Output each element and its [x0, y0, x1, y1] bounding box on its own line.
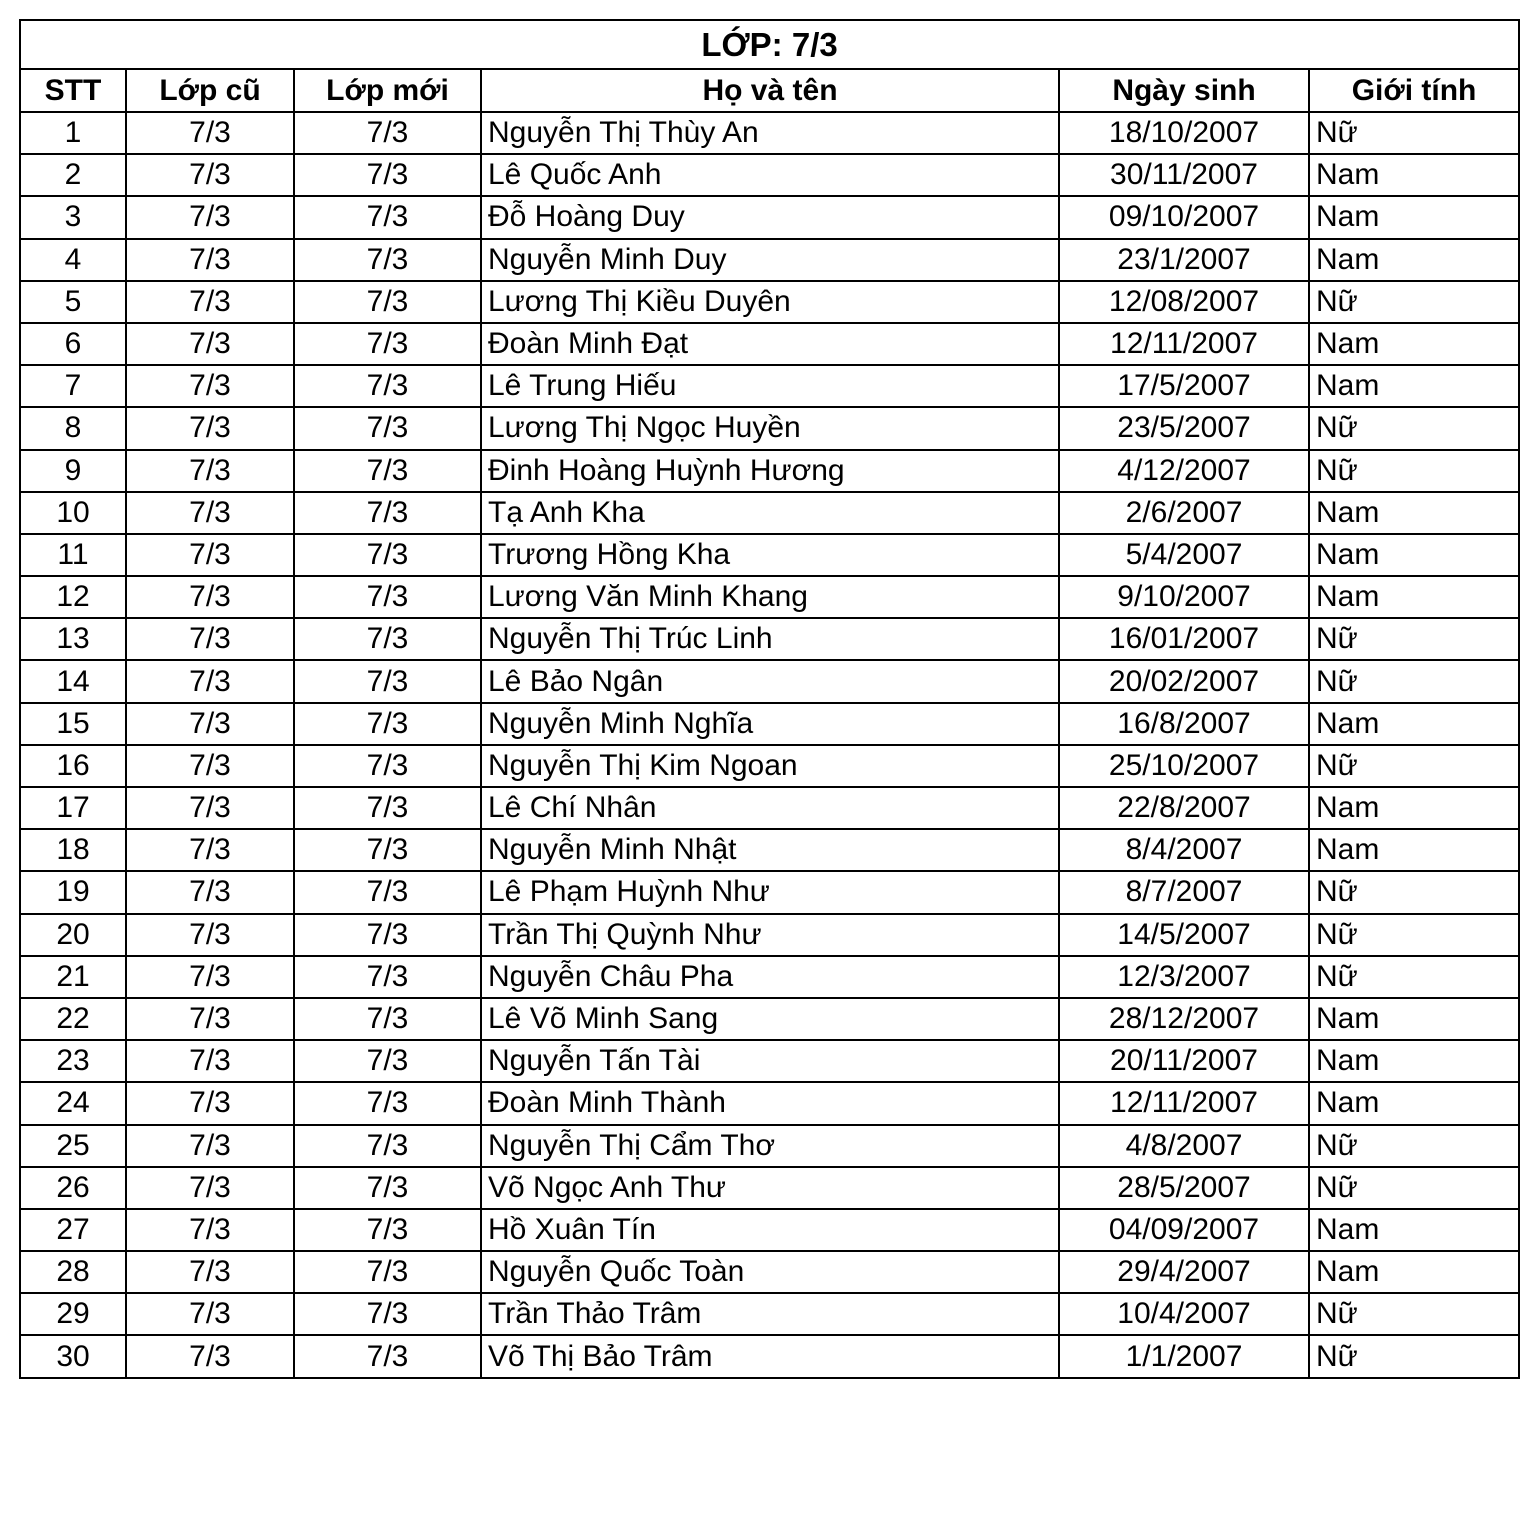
- cell-old-class: 7/3: [126, 534, 294, 576]
- cell-birth-date: 09/10/2007: [1059, 196, 1309, 238]
- cell-stt: 14: [20, 660, 126, 702]
- cell-birth-date: 16/8/2007: [1059, 703, 1309, 745]
- cell-new-class: 7/3: [294, 196, 481, 238]
- table-row: [20, 956, 1519, 998]
- cell-birth-date: 4/8/2007: [1059, 1125, 1309, 1167]
- cell-old-class: 7/3: [126, 1335, 294, 1377]
- cell-new-class: 7/3: [294, 1209, 481, 1251]
- cell-birth-date: 12/11/2007: [1059, 1082, 1309, 1124]
- header-row: [20, 69, 1519, 112]
- cell-new-class: 7/3: [294, 239, 481, 281]
- cell-old-class: 7/3: [126, 618, 294, 660]
- cell-old-class: 7/3: [126, 239, 294, 281]
- cell-new-class: 7/3: [294, 871, 481, 913]
- class-title: LỚP: 7/3: [20, 20, 1519, 69]
- table-row: [20, 239, 1519, 281]
- cell-new-class: 7/3: [294, 660, 481, 702]
- cell-stt: 5: [20, 281, 126, 323]
- cell-new-class: 7/3: [294, 323, 481, 365]
- cell-birth-date: 25/10/2007: [1059, 745, 1309, 787]
- table-row: [20, 323, 1519, 365]
- cell-gender: Nam: [1309, 1082, 1519, 1124]
- header-stt: STT: [20, 69, 126, 112]
- cell-new-class: 7/3: [294, 618, 481, 660]
- cell-new-class: 7/3: [294, 1167, 481, 1209]
- cell-gender: Nam: [1309, 703, 1519, 745]
- table-row: [20, 154, 1519, 196]
- table-row: [20, 407, 1519, 449]
- cell-new-class: 7/3: [294, 1125, 481, 1167]
- cell-gender: Nữ: [1309, 914, 1519, 956]
- cell-new-class: 7/3: [294, 1251, 481, 1293]
- cell-stt: 9: [20, 450, 126, 492]
- cell-gender: Nam: [1309, 787, 1519, 829]
- cell-gender: Nam: [1309, 998, 1519, 1040]
- cell-gender: Nam: [1309, 365, 1519, 407]
- cell-birth-date: 4/12/2007: [1059, 450, 1309, 492]
- cell-stt: 15: [20, 703, 126, 745]
- cell-full-name: Trần Thị Quỳnh Như: [481, 914, 1059, 956]
- cell-gender: Nữ: [1309, 1125, 1519, 1167]
- title-row: [20, 20, 1519, 69]
- table-row: [20, 534, 1519, 576]
- cell-old-class: 7/3: [126, 703, 294, 745]
- cell-old-class: 7/3: [126, 745, 294, 787]
- cell-full-name: Lương Văn Minh Khang: [481, 576, 1059, 618]
- table-row: [20, 492, 1519, 534]
- cell-full-name: Đỗ Hoàng Duy: [481, 196, 1059, 238]
- cell-birth-date: 12/08/2007: [1059, 281, 1309, 323]
- table-row: [20, 1167, 1519, 1209]
- cell-full-name: Lương Thị Ngọc Huyền: [481, 407, 1059, 449]
- cell-full-name: Hồ Xuân Tín: [481, 1209, 1059, 1251]
- cell-birth-date: 28/12/2007: [1059, 998, 1309, 1040]
- cell-stt: 12: [20, 576, 126, 618]
- cell-birth-date: 8/4/2007: [1059, 829, 1309, 871]
- cell-gender: Nam: [1309, 576, 1519, 618]
- cell-full-name: Nguyễn Thị Cẩm Thơ: [481, 1125, 1059, 1167]
- cell-stt: 18: [20, 829, 126, 871]
- cell-old-class: 7/3: [126, 450, 294, 492]
- cell-gender: Nam: [1309, 1209, 1519, 1251]
- table-row: [20, 1293, 1519, 1335]
- cell-new-class: 7/3: [294, 745, 481, 787]
- cell-new-class: 7/3: [294, 407, 481, 449]
- cell-birth-date: 8/7/2007: [1059, 871, 1309, 913]
- cell-stt: 16: [20, 745, 126, 787]
- cell-birth-date: 28/5/2007: [1059, 1167, 1309, 1209]
- cell-gender: Nam: [1309, 239, 1519, 281]
- cell-old-class: 7/3: [126, 323, 294, 365]
- table-row: [20, 745, 1519, 787]
- cell-gender: Nữ: [1309, 281, 1519, 323]
- cell-full-name: Lê Phạm Huỳnh Như: [481, 871, 1059, 913]
- cell-full-name: Lương Thị Kiều Duyên: [481, 281, 1059, 323]
- cell-birth-date: 10/4/2007: [1059, 1293, 1309, 1335]
- cell-new-class: 7/3: [294, 1293, 481, 1335]
- cell-full-name: Nguyễn Minh Nhật: [481, 829, 1059, 871]
- cell-birth-date: 23/1/2007: [1059, 239, 1309, 281]
- table-row: [20, 112, 1519, 154]
- cell-stt: 17: [20, 787, 126, 829]
- cell-full-name: Tạ Anh Kha: [481, 492, 1059, 534]
- cell-stt: 29: [20, 1293, 126, 1335]
- cell-birth-date: 9/10/2007: [1059, 576, 1309, 618]
- cell-gender: Nam: [1309, 534, 1519, 576]
- table-row: [20, 703, 1519, 745]
- cell-new-class: 7/3: [294, 534, 481, 576]
- cell-full-name: Nguyễn Minh Nghĩa: [481, 703, 1059, 745]
- cell-gender: Nam: [1309, 829, 1519, 871]
- cell-stt: 3: [20, 196, 126, 238]
- cell-birth-date: 04/09/2007: [1059, 1209, 1309, 1251]
- table-row: [20, 1125, 1519, 1167]
- cell-stt: 25: [20, 1125, 126, 1167]
- cell-new-class: 7/3: [294, 281, 481, 323]
- cell-birth-date: 14/5/2007: [1059, 914, 1309, 956]
- cell-new-class: 7/3: [294, 829, 481, 871]
- table-row: [20, 829, 1519, 871]
- cell-stt: 19: [20, 871, 126, 913]
- cell-new-class: 7/3: [294, 703, 481, 745]
- cell-stt: 30: [20, 1335, 126, 1377]
- cell-birth-date: 18/10/2007: [1059, 112, 1309, 154]
- cell-old-class: 7/3: [126, 1209, 294, 1251]
- table-row: [20, 281, 1519, 323]
- cell-full-name: Đoàn Minh Thành: [481, 1082, 1059, 1124]
- cell-birth-date: 17/5/2007: [1059, 365, 1309, 407]
- header-gender: Giới tính: [1309, 69, 1519, 112]
- cell-birth-date: 1/1/2007: [1059, 1335, 1309, 1377]
- cell-old-class: 7/3: [126, 1040, 294, 1082]
- cell-old-class: 7/3: [126, 1167, 294, 1209]
- cell-old-class: 7/3: [126, 829, 294, 871]
- cell-new-class: 7/3: [294, 1335, 481, 1377]
- cell-old-class: 7/3: [126, 281, 294, 323]
- cell-birth-date: 5/4/2007: [1059, 534, 1309, 576]
- cell-new-class: 7/3: [294, 576, 481, 618]
- table-row: [20, 576, 1519, 618]
- cell-new-class: 7/3: [294, 112, 481, 154]
- cell-new-class: 7/3: [294, 956, 481, 998]
- cell-new-class: 7/3: [294, 154, 481, 196]
- cell-full-name: Trần Thảo Trâm: [481, 1293, 1059, 1335]
- cell-stt: 22: [20, 998, 126, 1040]
- cell-birth-date: 30/11/2007: [1059, 154, 1309, 196]
- cell-old-class: 7/3: [126, 998, 294, 1040]
- cell-gender: Nữ: [1309, 660, 1519, 702]
- table-row: [20, 618, 1519, 660]
- cell-birth-date: 2/6/2007: [1059, 492, 1309, 534]
- cell-birth-date: 16/01/2007: [1059, 618, 1309, 660]
- table-row: [20, 787, 1519, 829]
- header-birth-date: Ngày sinh: [1059, 69, 1309, 112]
- cell-stt: 6: [20, 323, 126, 365]
- cell-birth-date: 29/4/2007: [1059, 1251, 1309, 1293]
- cell-stt: 11: [20, 534, 126, 576]
- cell-birth-date: 20/02/2007: [1059, 660, 1309, 702]
- cell-old-class: 7/3: [126, 576, 294, 618]
- cell-gender: Nữ: [1309, 618, 1519, 660]
- cell-gender: Nam: [1309, 1251, 1519, 1293]
- table-row: [20, 450, 1519, 492]
- table-row: [20, 1040, 1519, 1082]
- class-roster-table: [19, 19, 1520, 1379]
- cell-old-class: 7/3: [126, 914, 294, 956]
- header-old-class: Lớp cũ: [126, 69, 294, 112]
- cell-gender: Nữ: [1309, 1293, 1519, 1335]
- cell-old-class: 7/3: [126, 787, 294, 829]
- table-row: [20, 1335, 1519, 1377]
- cell-new-class: 7/3: [294, 998, 481, 1040]
- table-row: [20, 1082, 1519, 1124]
- header-new-class: Lớp mới: [294, 69, 481, 112]
- cell-new-class: 7/3: [294, 787, 481, 829]
- table-row: [20, 998, 1519, 1040]
- cell-new-class: 7/3: [294, 1040, 481, 1082]
- cell-old-class: 7/3: [126, 1082, 294, 1124]
- cell-stt: 21: [20, 956, 126, 998]
- cell-new-class: 7/3: [294, 450, 481, 492]
- cell-old-class: 7/3: [126, 1125, 294, 1167]
- cell-gender: Nữ: [1309, 450, 1519, 492]
- cell-new-class: 7/3: [294, 492, 481, 534]
- cell-stt: 10: [20, 492, 126, 534]
- cell-full-name: Trương Hồng Kha: [481, 534, 1059, 576]
- cell-stt: 24: [20, 1082, 126, 1124]
- cell-new-class: 7/3: [294, 914, 481, 956]
- cell-full-name: Lê Võ Minh Sang: [481, 998, 1059, 1040]
- cell-full-name: Đoàn Minh Đạt: [481, 323, 1059, 365]
- cell-stt: 2: [20, 154, 126, 196]
- cell-stt: 20: [20, 914, 126, 956]
- cell-gender: Nữ: [1309, 871, 1519, 913]
- cell-full-name: Nguyễn Thị Thùy An: [481, 112, 1059, 154]
- cell-old-class: 7/3: [126, 154, 294, 196]
- cell-old-class: 7/3: [126, 871, 294, 913]
- cell-full-name: Võ Thị Bảo Trâm: [481, 1335, 1059, 1377]
- cell-old-class: 7/3: [126, 492, 294, 534]
- cell-stt: 4: [20, 239, 126, 281]
- cell-birth-date: 23/5/2007: [1059, 407, 1309, 449]
- cell-gender: Nữ: [1309, 1335, 1519, 1377]
- cell-stt: 28: [20, 1251, 126, 1293]
- cell-full-name: Lê Bảo Ngân: [481, 660, 1059, 702]
- cell-old-class: 7/3: [126, 365, 294, 407]
- cell-gender: Nữ: [1309, 407, 1519, 449]
- cell-gender: Nữ: [1309, 745, 1519, 787]
- cell-birth-date: 12/3/2007: [1059, 956, 1309, 998]
- cell-new-class: 7/3: [294, 1082, 481, 1124]
- cell-full-name: Nguyễn Châu Pha: [481, 956, 1059, 998]
- cell-full-name: Lê Chí Nhân: [481, 787, 1059, 829]
- cell-stt: 26: [20, 1167, 126, 1209]
- cell-old-class: 7/3: [126, 1251, 294, 1293]
- cell-birth-date: 20/11/2007: [1059, 1040, 1309, 1082]
- cell-full-name: Lê Quốc Anh: [481, 154, 1059, 196]
- header-full-name: Họ và tên: [481, 69, 1059, 112]
- cell-gender: Nữ: [1309, 1167, 1519, 1209]
- cell-stt: 23: [20, 1040, 126, 1082]
- cell-old-class: 7/3: [126, 660, 294, 702]
- cell-gender: Nam: [1309, 154, 1519, 196]
- cell-gender: Nam: [1309, 1040, 1519, 1082]
- cell-birth-date: 22/8/2007: [1059, 787, 1309, 829]
- table-row: [20, 1251, 1519, 1293]
- cell-gender: Nam: [1309, 492, 1519, 534]
- cell-full-name: Nguyễn Tấn Tài: [481, 1040, 1059, 1082]
- cell-full-name: Nguyễn Quốc Toàn: [481, 1251, 1059, 1293]
- cell-stt: 27: [20, 1209, 126, 1251]
- cell-stt: 13: [20, 618, 126, 660]
- cell-gender: Nữ: [1309, 112, 1519, 154]
- cell-old-class: 7/3: [126, 1293, 294, 1335]
- cell-old-class: 7/3: [126, 112, 294, 154]
- cell-stt: 7: [20, 365, 126, 407]
- cell-full-name: Đinh Hoàng Huỳnh Hương: [481, 450, 1059, 492]
- table-row: [20, 196, 1519, 238]
- cell-old-class: 7/3: [126, 956, 294, 998]
- cell-stt: 8: [20, 407, 126, 449]
- table-row: [20, 365, 1519, 407]
- table-row: [20, 1209, 1519, 1251]
- cell-old-class: 7/3: [126, 196, 294, 238]
- cell-full-name: Nguyễn Thị Trúc Linh: [481, 618, 1059, 660]
- cell-full-name: Nguyễn Thị Kim Ngoan: [481, 745, 1059, 787]
- cell-old-class: 7/3: [126, 407, 294, 449]
- table-row: [20, 871, 1519, 913]
- cell-full-name: Võ Ngọc Anh Thư: [481, 1167, 1059, 1209]
- cell-birth-date: 12/11/2007: [1059, 323, 1309, 365]
- cell-gender: Nữ: [1309, 956, 1519, 998]
- table-row: [20, 914, 1519, 956]
- table-row: [20, 660, 1519, 702]
- cell-stt: 1: [20, 112, 126, 154]
- cell-new-class: 7/3: [294, 365, 481, 407]
- cell-gender: Nam: [1309, 323, 1519, 365]
- cell-full-name: Lê Trung Hiếu: [481, 365, 1059, 407]
- cell-gender: Nam: [1309, 196, 1519, 238]
- cell-full-name: Nguyễn Minh Duy: [481, 239, 1059, 281]
